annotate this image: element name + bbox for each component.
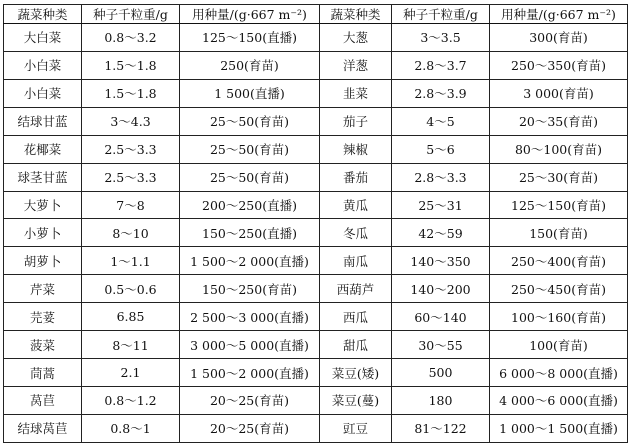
vegetable-name-right-cell: 豇豆	[320, 414, 392, 442]
table-row	[4, 191, 628, 219]
seed-weight-cell: 8～10	[82, 219, 180, 247]
vegetable-name-right-cell: 韭菜	[320, 79, 392, 107]
seed-amount-cell: 20～25(育苗)	[180, 414, 320, 442]
seed-amount-cell: 1 500～2 000(直播)	[180, 359, 320, 387]
header-seed-amount: 用种量/(g·667 m⁻²)	[180, 5, 320, 24]
vegetable-name-right-cell: 冬瓜	[320, 219, 392, 247]
seed-weight-cell: 0.8～3.2	[82, 24, 180, 52]
seed-amount-right-cell: 20～35(育苗)	[490, 107, 628, 135]
vegetable-name-right-cell: 洋葱	[320, 51, 392, 79]
seed-weight-right-cell: 5～6	[392, 135, 490, 163]
vegetable-name-right-cell: 番茄	[320, 163, 392, 191]
vegetable-name-cell: 小白菜	[4, 79, 82, 107]
header-seed-weight: 种子千粒重/g	[82, 5, 180, 24]
seed-amount-right-cell: 300(育苗)	[490, 24, 628, 52]
seed-weight-cell: 0.8～1.2	[82, 386, 180, 414]
vegetable-name-cell: 莴苣	[4, 386, 82, 414]
table-row	[4, 135, 628, 163]
vegetable-name-right-cell: 茄子	[320, 107, 392, 135]
seed-amount-cell: 1 500～2 000(直播)	[180, 247, 320, 275]
vegetable-name-cell: 小白菜	[4, 51, 82, 79]
seed-amount-cell: 20～25(育苗)	[180, 386, 320, 414]
seed-amount-cell: 2 500～3 000(直播)	[180, 303, 320, 331]
table-row	[4, 386, 628, 414]
seed-amount-right-cell: 100(育苗)	[490, 331, 628, 359]
seed-weight-cell: 1.5～1.8	[82, 51, 180, 79]
vegetable-name-cell: 结球莴苣	[4, 414, 82, 442]
seed-weight-cell: 2.5～3.3	[82, 135, 180, 163]
seed-weight-right-cell: 81～122	[392, 414, 490, 442]
seed-amount-cell: 25～50(育苗)	[180, 163, 320, 191]
header-seed-amount-right: 用种量/(g·667 m⁻²)	[490, 5, 628, 24]
seed-amount-cell: 150～250(育苗)	[180, 275, 320, 303]
seed-amount-cell: 150～250(直播)	[180, 219, 320, 247]
seed-amount-cell: 125～150(直播)	[180, 24, 320, 52]
seed-amount-cell: 3 000～5 000(直播)	[180, 331, 320, 359]
seed-amount-cell: 25～50(育苗)	[180, 135, 320, 163]
vegetable-name-right-cell: 南瓜	[320, 247, 392, 275]
table-row	[4, 163, 628, 191]
table-row	[4, 51, 628, 79]
vegetable-name-right-cell: 甜瓜	[320, 331, 392, 359]
seed-amount-right-cell: 80～100(育苗)	[490, 135, 628, 163]
seed-weight-right-cell: 2.8～3.3	[392, 163, 490, 191]
seed-amount-cell: 1 500(直播)	[180, 79, 320, 107]
vegetable-name-cell: 结球甘蓝	[4, 107, 82, 135]
vegetable-name-right-cell: 西瓜	[320, 303, 392, 331]
table-row	[4, 24, 628, 52]
seed-weight-right-cell: 60～140	[392, 303, 490, 331]
vegetable-name-cell: 芹菜	[4, 275, 82, 303]
seed-weight-cell: 2.1	[82, 359, 180, 387]
seed-weight-cell: 0.8～1	[82, 414, 180, 442]
seed-amount-right-cell: 4 000～6 000(直播)	[490, 386, 628, 414]
seed-table	[3, 4, 628, 443]
seed-amount-cell: 250(育苗)	[180, 51, 320, 79]
table-row	[4, 359, 628, 387]
table-row	[4, 275, 628, 303]
seed-amount-cell: 200～250(直播)	[180, 191, 320, 219]
vegetable-name-cell: 菠菜	[4, 331, 82, 359]
vegetable-name-right-cell: 辣椒	[320, 135, 392, 163]
seed-amount-right-cell: 6 000～8 000(直播)	[490, 359, 628, 387]
seed-weight-right-cell: 2.8～3.7	[392, 51, 490, 79]
seed-amount-right-cell: 100～160(育苗)	[490, 303, 628, 331]
seed-weight-cell: 1～1.1	[82, 247, 180, 275]
vegetable-name-right-cell: 西葫芦	[320, 275, 392, 303]
vegetable-name-right-cell: 黄瓜	[320, 191, 392, 219]
seed-weight-cell: 1.5～1.8	[82, 79, 180, 107]
seed-weight-cell: 0.5～0.6	[82, 275, 180, 303]
header-vegetable-type-right: 蔬菜种类	[320, 5, 392, 24]
seed-weight-cell: 8～11	[82, 331, 180, 359]
vegetable-name-cell: 芫荽	[4, 303, 82, 331]
vegetable-name-right-cell: 菜豆(矮)	[320, 359, 392, 387]
seed-weight-cell: 2.5～3.3	[82, 163, 180, 191]
seed-amount-right-cell: 3 000(育苗)	[490, 79, 628, 107]
table-row	[4, 414, 628, 442]
vegetable-name-cell: 花椰菜	[4, 135, 82, 163]
seed-amount-right-cell: 1 000～1 500(直播)	[490, 414, 628, 442]
seed-amount-cell: 25～50(育苗)	[180, 107, 320, 135]
seed-weight-right-cell: 25～31	[392, 191, 490, 219]
table-row	[4, 219, 628, 247]
vegetable-name-cell: 小萝卜	[4, 219, 82, 247]
header-seed-weight-right: 种子千粒重/g	[392, 5, 490, 24]
seed-weight-right-cell: 4～5	[392, 107, 490, 135]
seed-weight-cell: 3～4.3	[82, 107, 180, 135]
table-row	[4, 79, 628, 107]
seed-weight-right-cell: 30～55	[392, 331, 490, 359]
seed-amount-right-cell: 250～350(育苗)	[490, 51, 628, 79]
seed-amount-right-cell: 25～30(育苗)	[490, 163, 628, 191]
seed-amount-right-cell: 150(育苗)	[490, 219, 628, 247]
table-row	[4, 247, 628, 275]
header-row	[4, 5, 628, 24]
header-vegetable-type: 蔬菜种类	[4, 5, 82, 24]
vegetable-name-right-cell: 大葱	[320, 24, 392, 52]
seed-weight-right-cell: 2.8～3.9	[392, 79, 490, 107]
vegetable-name-cell: 茼蒿	[4, 359, 82, 387]
table-row	[4, 107, 628, 135]
seed-weight-cell: 7～8	[82, 191, 180, 219]
vegetable-name-right-cell: 菜豆(蔓)	[320, 386, 392, 414]
vegetable-name-cell: 球茎甘蓝	[4, 163, 82, 191]
seed-weight-right-cell: 3～3.5	[392, 24, 490, 52]
seed-weight-right-cell: 500	[392, 359, 490, 387]
table-row	[4, 303, 628, 331]
seed-amount-right-cell: 250～450(育苗)	[490, 275, 628, 303]
seed-weight-right-cell: 42～59	[392, 219, 490, 247]
table-row	[4, 331, 628, 359]
seed-amount-right-cell: 250～400(育苗)	[490, 247, 628, 275]
seed-amount-right-cell: 125～150(育苗)	[490, 191, 628, 219]
seed-table-container	[3, 4, 627, 443]
seed-weight-cell: 6.85	[82, 303, 180, 331]
vegetable-name-cell: 胡萝卜	[4, 247, 82, 275]
seed-weight-right-cell: 180	[392, 386, 490, 414]
vegetable-name-cell: 大白菜	[4, 24, 82, 52]
seed-weight-right-cell: 140～200	[392, 275, 490, 303]
seed-weight-right-cell: 140～350	[392, 247, 490, 275]
vegetable-name-cell: 大萝卜	[4, 191, 82, 219]
